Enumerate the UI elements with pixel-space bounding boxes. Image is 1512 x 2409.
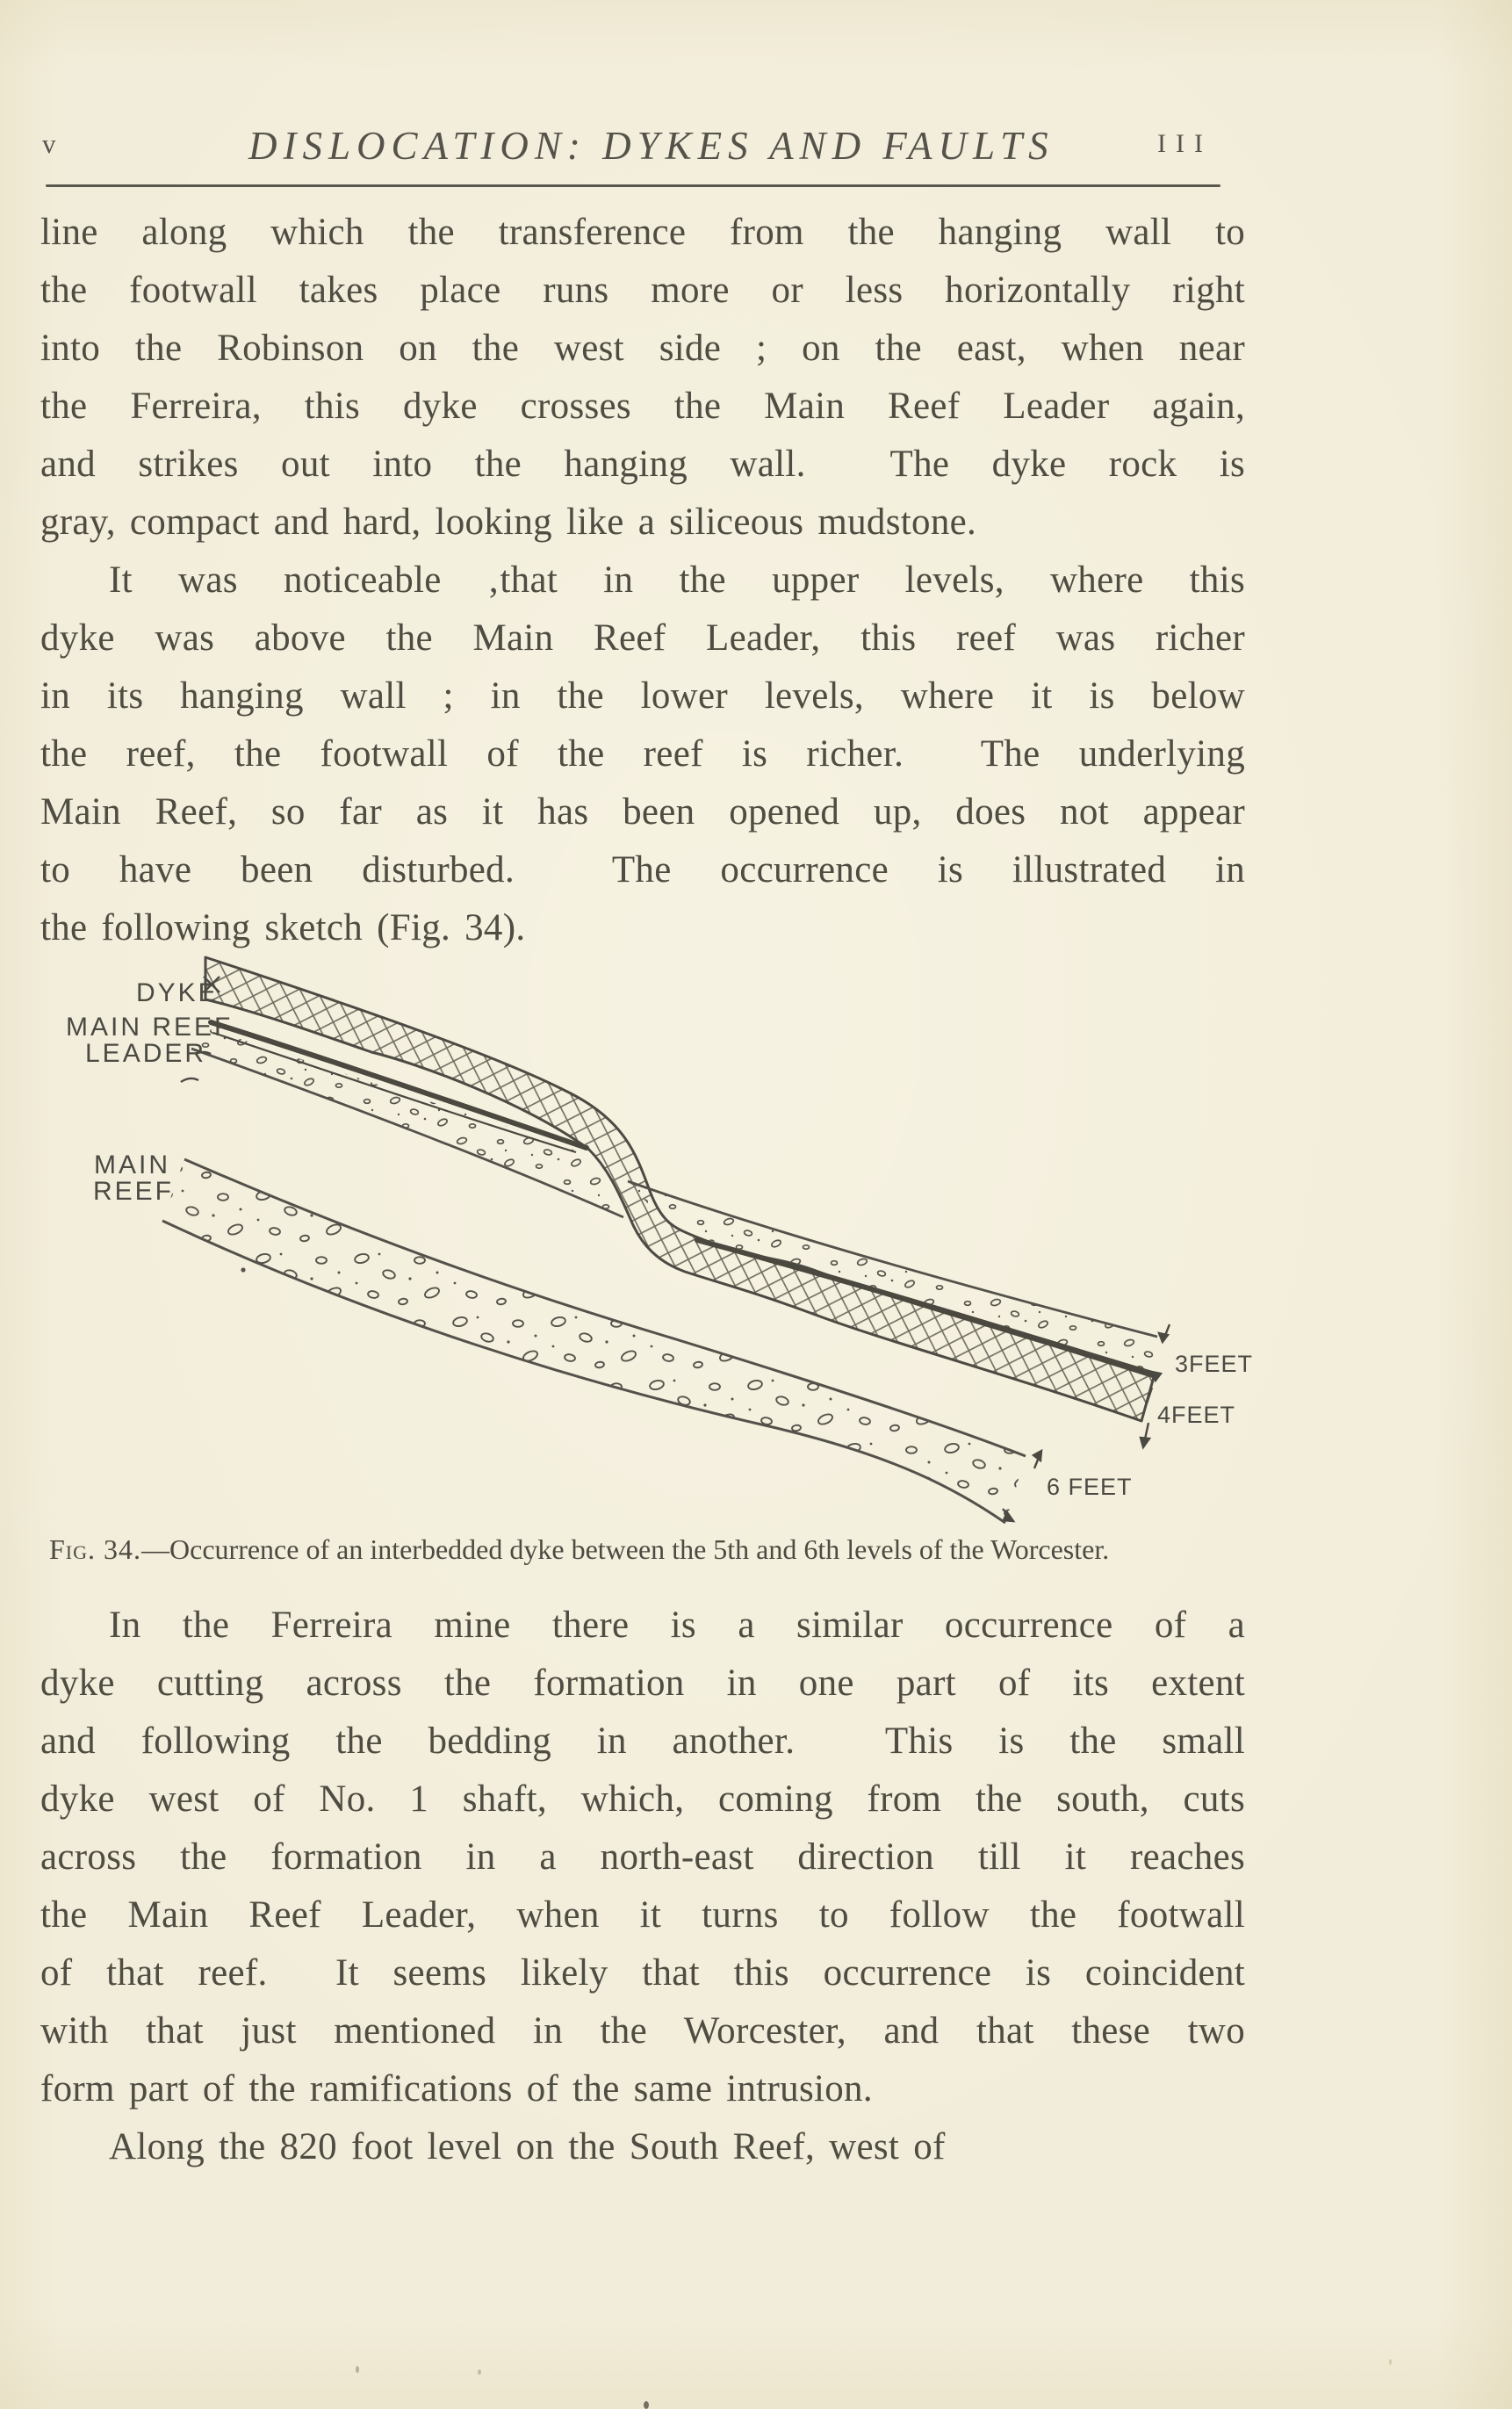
- body-line: Main Reef, so far as it has been opened up, does not appear: [40, 791, 1245, 833]
- body-line: the following sketch (Fig. 34).: [40, 907, 526, 948]
- figure-34-sketch: [53, 931, 1326, 1528]
- figure-caption-number: Fig. 34.: [49, 1533, 142, 1565]
- body-line: form part of the ramifications of the same intrusion.: [40, 2068, 873, 2110]
- label-dyke: DYKE: [136, 978, 219, 1007]
- label-6-feet: 6 FEET: [1047, 1474, 1133, 1500]
- body-line: line along which the transference from the hanging wall to: [40, 212, 1245, 253]
- label-main-reef-leader-1: MAIN REEF: [66, 1013, 234, 1042]
- label-main-reef-1: MAIN: [94, 1150, 170, 1179]
- body-line: the footwall takes place runs more or less horizontally right: [40, 270, 1245, 311]
- body-line: dyke was above the Main Reef Leader, this reef was richer: [40, 617, 1245, 659]
- paper-speck: [478, 2369, 481, 2375]
- body-line: In the Ferreira mine there is a similar occurrence of a: [109, 1605, 1245, 1646]
- body-line: across the formation in a north-east direction till it reaches: [40, 1836, 1245, 1878]
- leader-right-seam: [697, 1240, 1152, 1374]
- label-main-reef-leader-2: LEADER: [85, 1039, 207, 1068]
- paragraph: [40, 552, 1245, 957]
- chapter-folio: v: [42, 128, 56, 159]
- stray-dot: [241, 1267, 245, 1272]
- body-line: the Main Reef Leader, when it turns to follow the footwall: [40, 1894, 1245, 1936]
- body-line: dyke cutting across the formation in one part of its extent: [40, 1662, 1245, 1704]
- body-line: gray, compact and hard, looking like a siliceous mudstone.: [40, 501, 977, 543]
- running-title: DISLOCATION: DYKES AND FAULTS: [248, 124, 1055, 168]
- paragraph: [40, 204, 1245, 552]
- paper-speck: [644, 2401, 649, 2409]
- body-line: and following the bedding in another. This is the small: [40, 1720, 1245, 1762]
- body-line: the reef, the footwall of the reef is richer. The underlying: [40, 733, 1245, 775]
- figure-caption-text: —Occurrence of an interbedded dyke between the 5th and 6th levels of the Worcester.: [141, 1533, 1110, 1565]
- body-line: and strikes out into the hanging wall. The dyke rock is: [40, 444, 1245, 485]
- paper-speck: [1389, 2359, 1392, 2365]
- body-line: Along the 820 foot level on the South Reef, west of: [109, 2126, 946, 2167]
- body-line: It was noticeable ‚that in the upper levels, where this: [109, 559, 1245, 601]
- body-line: of that reef. It seems likely that this occurrence is coincident: [40, 1952, 1245, 1994]
- body-line: the Ferreira, this dyke crosses the Main Reef Leader again,: [40, 386, 1245, 427]
- page-number: III: [1157, 129, 1213, 158]
- body-line: with that just mentioned in the Worcester, and that these two: [40, 2010, 1245, 2052]
- paragraph: [40, 1597, 1245, 2118]
- body-line: to have been disturbed. The occurrence is illustrated in: [40, 849, 1245, 891]
- paragraph: [40, 2118, 1245, 2176]
- paper-speck: [356, 2366, 359, 2373]
- header-rule: [46, 184, 1220, 187]
- body-line: dyke west of No. 1 shaft, which, coming from the south, cuts: [40, 1778, 1245, 1820]
- label-4-feet: 4FEET: [1157, 1402, 1236, 1428]
- body-line: into the Robinson on the west side ; on the east, when near: [40, 328, 1245, 369]
- label-main-reef-2: REEF: [93, 1177, 175, 1206]
- body-line: in its hanging wall ; in the lower levels, where it is below: [40, 675, 1245, 717]
- figure-caption: [49, 1532, 1254, 1567]
- label-3-feet: 3FEET: [1175, 1351, 1254, 1377]
